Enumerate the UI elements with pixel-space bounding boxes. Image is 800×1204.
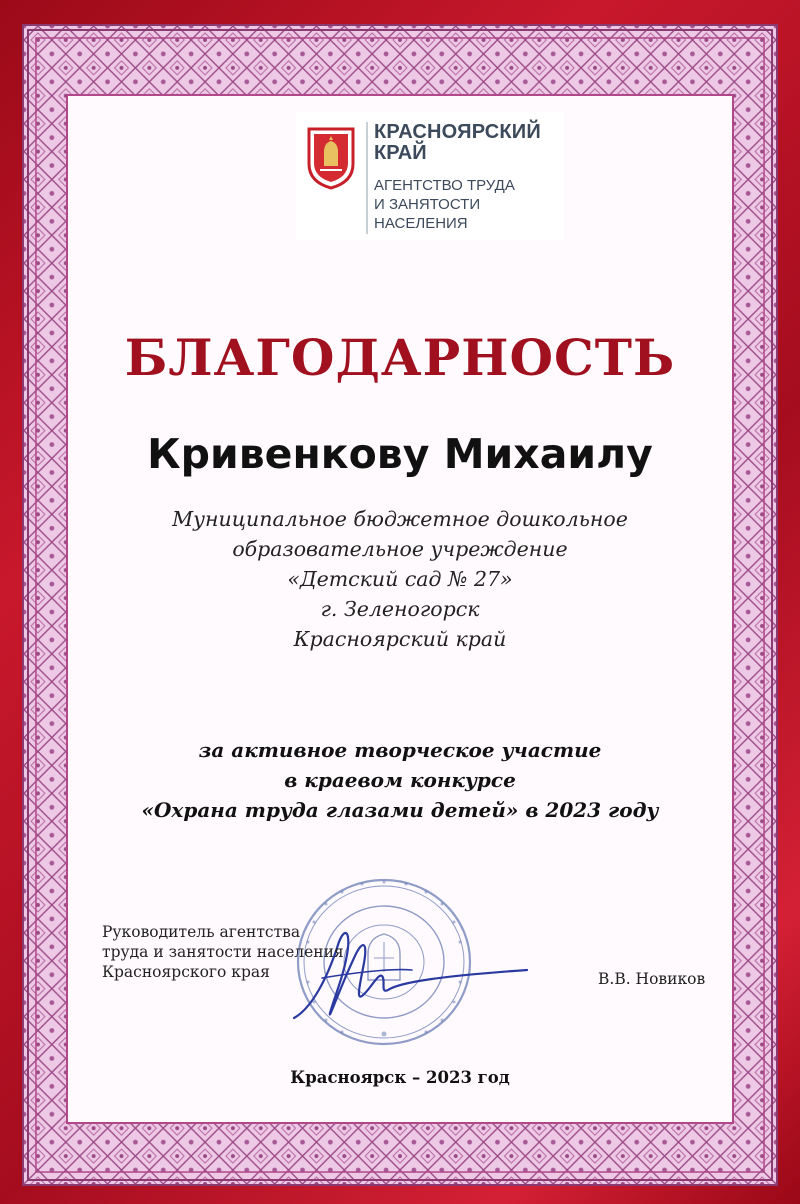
logo-agency-line: АГЕНТСТВО ТРУДА [374, 177, 515, 194]
organization-line: «Детский сад № 27» [287, 567, 513, 591]
reason-line: за активное творческое участие [198, 738, 602, 762]
organization-line: образовательное учреждение [232, 537, 568, 561]
logo-agency-name [374, 176, 515, 233]
signatory-name: В.В. Новиков [598, 970, 706, 988]
organization-line: Муниципальное бюджетное дошкольное [172, 507, 628, 531]
signatory-title-line: Красноярского края [102, 963, 270, 981]
organization-block [0, 504, 800, 654]
coat-of-arms-icon [306, 126, 356, 190]
agency-logo [296, 112, 564, 240]
recipient-name: Кривенкову Михаилу [147, 430, 653, 478]
signatory-title-line: труда и занятости населения [102, 943, 344, 961]
logo-agency-line: НАСЕЛЕНИЯ [374, 215, 468, 232]
signatory-title-line: Руководитель агентства [102, 923, 301, 941]
place-and-year: Красноярск – 2023 год [290, 1068, 510, 1087]
certificate-title: БЛАГОДАРНОСТЬ [124, 328, 676, 387]
organization-line: г. Зеленогорск [320, 597, 480, 621]
signatory-title [102, 922, 344, 982]
logo-agency-line: И ЗАНЯТОСТИ [374, 196, 481, 213]
reason-block [0, 735, 800, 825]
logo-region-line2: КРАЙ [374, 142, 427, 164]
reason-line: в краевом конкурсе [284, 768, 516, 792]
logo-divider [366, 122, 368, 234]
reason-line: «Охрана труда глазами детей» в 2023 году [141, 798, 659, 822]
organization-line: Красноярский край [293, 627, 507, 651]
logo-region-line1: КРАСНОЯРСКИЙ [374, 121, 541, 143]
